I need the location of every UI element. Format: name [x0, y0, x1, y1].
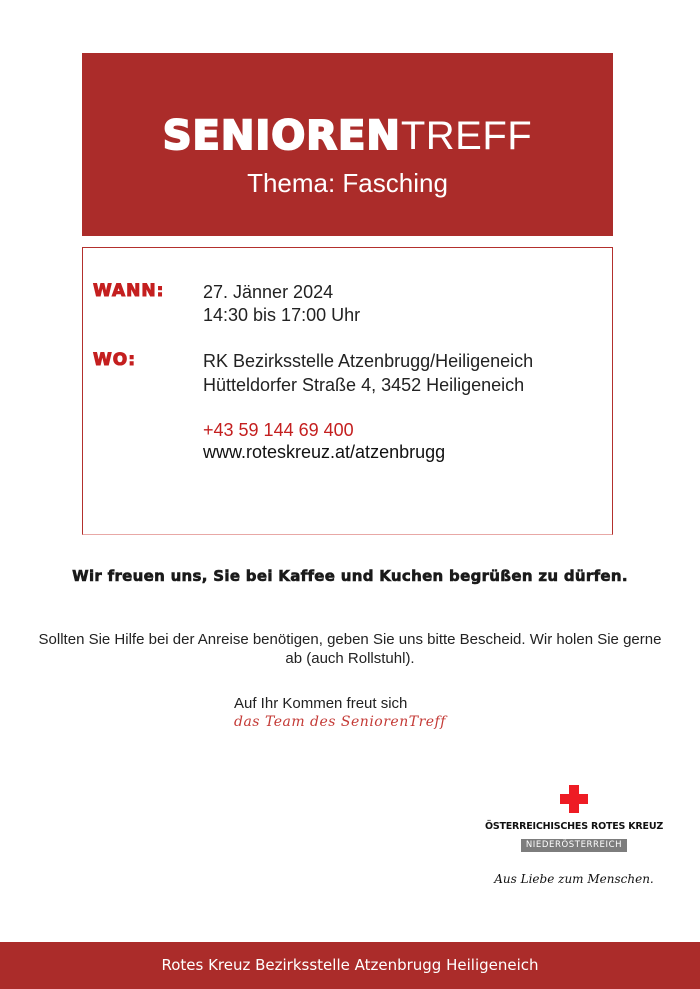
org-slogan: Aus Liebe zum Menschen. [494, 872, 654, 886]
event-time: 14:30 bis 17:00 Uhr [203, 305, 361, 325]
where-label: WO: [93, 350, 137, 370]
signoff-line: Auf Ihr Kommen freut sich [234, 695, 408, 712]
footer-text: Rotes Kreuz Bezirksstelle Atzenbrugg Heiligeneich [161, 956, 539, 974]
org-region-badge: NIEDERÖSTERREICH [521, 839, 627, 852]
welcome-headline: Wir freuen uns, Sie bei Kaffee und Kuchen begrüßen zu dürfen. [72, 567, 628, 585]
event-info-box [82, 247, 613, 535]
event-theme: Thema: Fasching [247, 168, 448, 198]
title-light-part: TREFF [400, 114, 533, 158]
page-title [82, 114, 613, 158]
title-bold-part: SENIOREN [162, 113, 401, 159]
phone-number[interactable]: +43 59 144 69 400 [203, 420, 354, 440]
website-link[interactable]: www.roteskreuz.at/atzenbrugg [203, 442, 446, 462]
red-cross-icon [560, 785, 588, 813]
footer-bar [0, 942, 700, 989]
location-name: RK Bezirksstelle Atzenbrugg/Heiligeneich [203, 351, 534, 371]
help-text: Sollten Sie Hilfe bei der Anreise benötigen, geben Sie uns bitte Bescheid. Wir holen Sie gerne ab (auch Rollstuhl). [38, 631, 662, 667]
event-date: 27. Jänner 2024 [203, 282, 334, 302]
when-label: WANN: [93, 281, 165, 301]
org-name: ÖSTERREICHISCHES ROTES KREUZ [484, 821, 664, 832]
location-address: Hütteldorfer Straße 4, 3452 Heiligeneich [203, 375, 525, 395]
signoff-team: das Team des SeniorenTreff [234, 714, 446, 730]
header-banner [82, 53, 613, 236]
